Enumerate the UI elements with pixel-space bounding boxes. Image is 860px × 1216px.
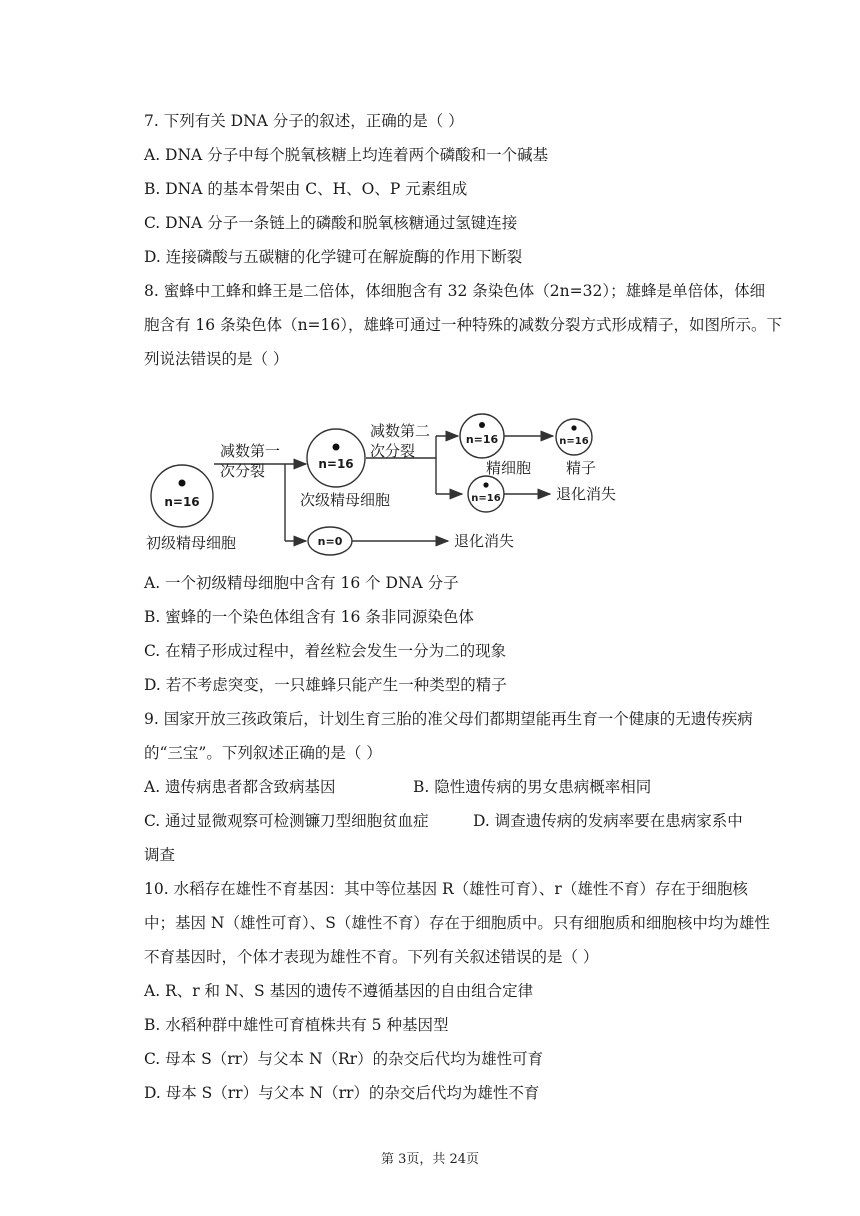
secondary-cell-label: n=16 xyxy=(318,457,354,471)
primary-label: 初级精母细胞 xyxy=(146,534,237,552)
q8-option-a: A. 一个初级精母细胞中含有 16 个 DNA 分子 xyxy=(144,574,459,592)
sperm-cell-label: n=16 xyxy=(559,436,589,447)
sperm-nucleus xyxy=(571,425,576,430)
spermatid-label: 精细胞 xyxy=(486,459,532,477)
q7-stem: 7. 下列有关 DNA 分子的叙述，正确的是（ ） xyxy=(144,112,464,130)
q8-stem-line-1: 8. 蜜蜂中工蜂和蜂王是二倍体，体细胞含有 32 条染色体（2n=32）；雄蜂是单倍体，体细 xyxy=(144,282,766,300)
q8-option-c: C. 在精子形成过程中，着丝粒会发生一分为二的现象 xyxy=(144,642,507,660)
q10-option-b: B. 水稻种群中雄性可育植株共有 5 种基因型 xyxy=(144,1016,449,1034)
q7-option-b: B. DNA 的基本骨架由 C、H、O、P 元素组成 xyxy=(144,180,468,198)
q8-option-b: B. 蜜蜂的一个染色体组含有 16 条非同源染色体 xyxy=(144,608,474,626)
degenerate-nucleus xyxy=(483,482,488,487)
meiosis1-label-2: 次分裂 xyxy=(220,462,266,480)
meiosis1-label-1: 减数第一 xyxy=(220,442,281,460)
q9-stem-line-1: 9. 国家开放三孩政策后，计划生育三胎的准父母们都期望能再生育一个健康的无遗传疾病 xyxy=(144,710,753,728)
spermatid-cell-label: n=16 xyxy=(465,433,499,446)
q9-option-d-continued: 调查 xyxy=(144,846,176,864)
degenerate-label-1: 退化消失 xyxy=(556,485,617,503)
q8-stem-line-2: 胞含有 16 条染色体（n=16），雄蜂可通过一种特殊的减数分裂方式形成精子，如图所示。下 xyxy=(144,316,783,334)
q9-option-a: A. 遗传病患者都含致病基因 xyxy=(144,778,336,796)
q9-option-c: C. 通过显微观察可检测镰刀型细胞贫血症 xyxy=(144,812,429,830)
degenerate-cell-label: n=16 xyxy=(471,493,501,504)
q7-option-d: D. 连接磷酸与五碳糖的化学键可在解旋酶的作用下断裂 xyxy=(144,248,523,266)
q10-stem-line-3: 不育基因时，个体才表现为雄性不育。下列有关叙述错误的是（ ） xyxy=(144,948,599,966)
q10-option-a: A. R、r 和 N、S 基因的遗传不遵循基因的自由组合定律 xyxy=(144,982,534,1000)
meiosis-diagram-svg xyxy=(140,412,630,560)
primary-cell-label: n=16 xyxy=(164,495,200,509)
q9-option-b: B. 隐性遗传病的男女患病概率相同 xyxy=(413,778,652,796)
q10-stem-line-2: 中；基因 N（雄性可育）、S（雄性不育）存在于细胞质中。只有细胞质和细胞核中均为雄性 xyxy=(144,914,770,932)
q8-option-d: D. 若不考虑突变，一只雄蜂只能产生一种类型的精子 xyxy=(144,676,507,694)
meiosis2-label-1: 减数第二 xyxy=(370,422,431,440)
q9-stem-line-2: 的“三宝”。下列叙述正确的是（ ） xyxy=(144,744,382,762)
q8-stem-line-3: 列说法错误的是（ ） xyxy=(144,350,289,368)
secondary-nucleus xyxy=(333,444,340,451)
null-cell-label: n=0 xyxy=(317,535,343,548)
page-footer: 第 3页，共 24页 xyxy=(380,1152,480,1167)
q10-stem-line-1: 10. 水稻存在雄性不育基因：其中等位基因 R（雄性可育）、r（雄性不育）存在于细胞核 xyxy=(144,880,748,898)
q10-option-c: C. 母本 S（rr）与父本 N（Rr）的杂交后代均为雄性可育 xyxy=(144,1050,544,1068)
spermatid-nucleus xyxy=(479,422,485,428)
meiosis-diagram xyxy=(140,412,630,564)
sperm-label: 精子 xyxy=(566,459,597,477)
q7-option-a: A. DNA 分子中每个脱氧核糖上均连着两个磷酸和一个碱基 xyxy=(144,146,549,164)
primary-nucleus xyxy=(179,480,186,487)
meiosis2-label-2: 次分裂 xyxy=(370,442,416,460)
degenerate-label-2: 退化消失 xyxy=(454,532,515,550)
q10-option-d: D. 母本 S（rr）与父本 N（rr）的杂交后代均为雄性不育 xyxy=(144,1084,540,1102)
q7-option-c: C. DNA 分子一条链上的磷酸和脱氧核糖通过氢键连接 xyxy=(144,214,518,232)
q9-option-d: D. 调查遗传病的发病率要在患病家系中 xyxy=(473,812,743,830)
secondary-label: 次级精母细胞 xyxy=(300,491,391,509)
